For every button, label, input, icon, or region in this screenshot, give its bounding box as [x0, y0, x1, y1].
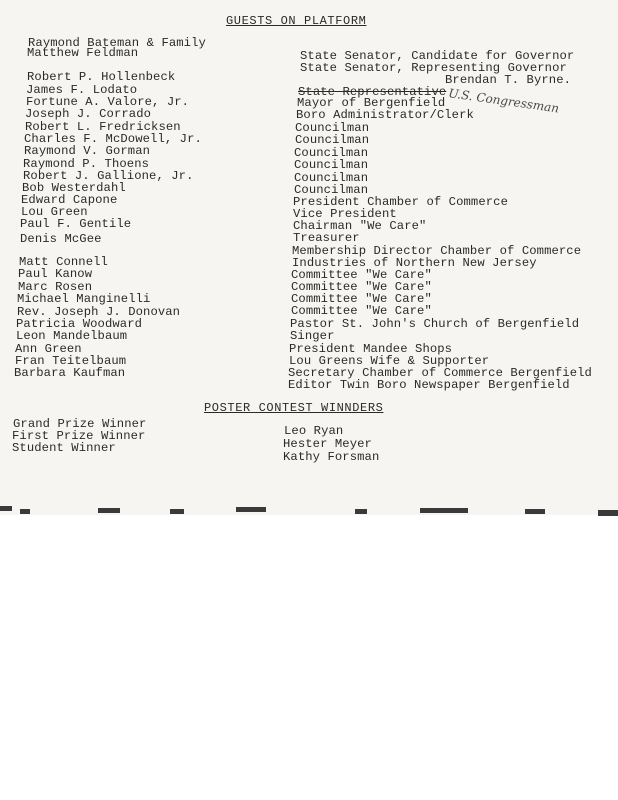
guest-name: Robert J. Gallione, Jr.: [23, 169, 194, 183]
guest-name: Marc Rosen: [18, 280, 93, 294]
guest-title: Brendan T. Byrne.: [445, 73, 572, 87]
page-bottom-edge: [0, 500, 618, 516]
guest-title: Committee "We Care": [291, 280, 432, 294]
guest-title: State Senator, Representing Governor: [300, 61, 567, 75]
guest-title: Treasurer: [293, 231, 360, 245]
guest-title: Vice President: [293, 207, 397, 221]
guest-name: Edward Capone: [21, 193, 118, 207]
guest-title: Singer: [290, 329, 335, 343]
guest-title: Councilman: [294, 183, 369, 197]
guest-title: Pastor St. John's Church of Bergenfield: [290, 317, 580, 331]
guest-name: Raymond V. Gorman: [24, 144, 151, 158]
guest-title: Secretary Chamber of Commerce Bergenfield: [288, 366, 592, 380]
prize-winner: Kathy Forsman: [283, 450, 380, 464]
prize-winner: Hester Meyer: [283, 437, 372, 451]
guest-title: Committee "We Care": [291, 304, 432, 318]
guest-title: Chairman "We Care": [293, 219, 427, 233]
guest-title: Lou Greens Wife & Supporter: [289, 354, 490, 368]
guest-title: State Senator, Candidate for Governor: [300, 49, 575, 63]
guest-name: Michael Manginelli: [17, 292, 151, 306]
guest-title: Councilman: [294, 146, 369, 160]
guest-name: Robert P. Hollenbeck: [27, 70, 176, 84]
guest-name: Charles F. McDowell, Jr.: [24, 132, 202, 146]
guest-name: Patricia Woodward: [16, 317, 143, 331]
guest-title-struck: State Representative: [298, 85, 447, 99]
guest-name: Barbara Kaufman: [14, 366, 126, 380]
guest-title: Committee "We Care": [291, 292, 432, 306]
guest-title: Boro Administrator/Clerk: [296, 108, 474, 122]
guest-title: Editor Twin Boro Newspaper Bergenfield: [288, 378, 570, 392]
guest-title: President Chamber of Commerce: [293, 195, 508, 209]
guest-name: Rev. Joseph J. Donovan: [17, 305, 181, 319]
prize-label: Grand Prize Winner: [13, 417, 147, 431]
guest-title: Committee "We Care": [291, 268, 432, 282]
guest-title: Councilman: [294, 158, 369, 172]
prize-label: First Prize Winner: [12, 429, 146, 443]
handwritten-annotation: [448, 83, 580, 117]
guest-name: Raymond Bateman & Family: [28, 36, 206, 50]
guest-name: Ann Green: [15, 342, 82, 356]
guest-title: Membership Director Chamber of Commerce: [292, 244, 582, 258]
guest-name: James F. Lodato: [26, 83, 138, 97]
guest-title: President Mandee Shops: [289, 342, 453, 356]
guest-name: Joseph J. Corrado: [25, 107, 152, 121]
handwritten-note: U.S. Congressman: [447, 86, 560, 116]
guest-name: Robert L. Fredricksen: [25, 120, 181, 134]
guest-title: Industries of Northern New Jersey: [292, 256, 537, 270]
guest-name: Leon Mandelbaum: [16, 329, 128, 343]
prize-label: Student Winner: [12, 441, 116, 455]
guest-title: Councilman: [295, 133, 370, 147]
prize-winner: Leo Ryan: [284, 424, 344, 438]
guest-name: Fortune A. Valore, Jr.: [26, 95, 190, 109]
guest-name: Matt Connell: [19, 255, 108, 269]
guest-name: Lou Green: [21, 205, 88, 219]
guest-title: Councilman: [294, 171, 369, 185]
guest-title: Mayor of Bergenfield: [297, 96, 446, 110]
guest-name: Raymond P. Thoens: [23, 157, 150, 171]
poster-heading: POSTER CONTEST WINNDERS: [204, 401, 384, 415]
guest-name: Denis McGee: [20, 232, 102, 246]
guest-name: Paul F. Gentile: [20, 217, 132, 231]
guest-name: Matthew Feldman: [27, 46, 139, 60]
guest-name: Bob Westerdahl: [22, 181, 126, 195]
guest-name: Fran Teitelbaum: [15, 354, 127, 368]
guest-title: Councilman: [295, 121, 370, 135]
guest-name: Paul Kanow: [18, 267, 93, 281]
guests-heading: GUESTS ON PLATFORM: [226, 14, 367, 28]
